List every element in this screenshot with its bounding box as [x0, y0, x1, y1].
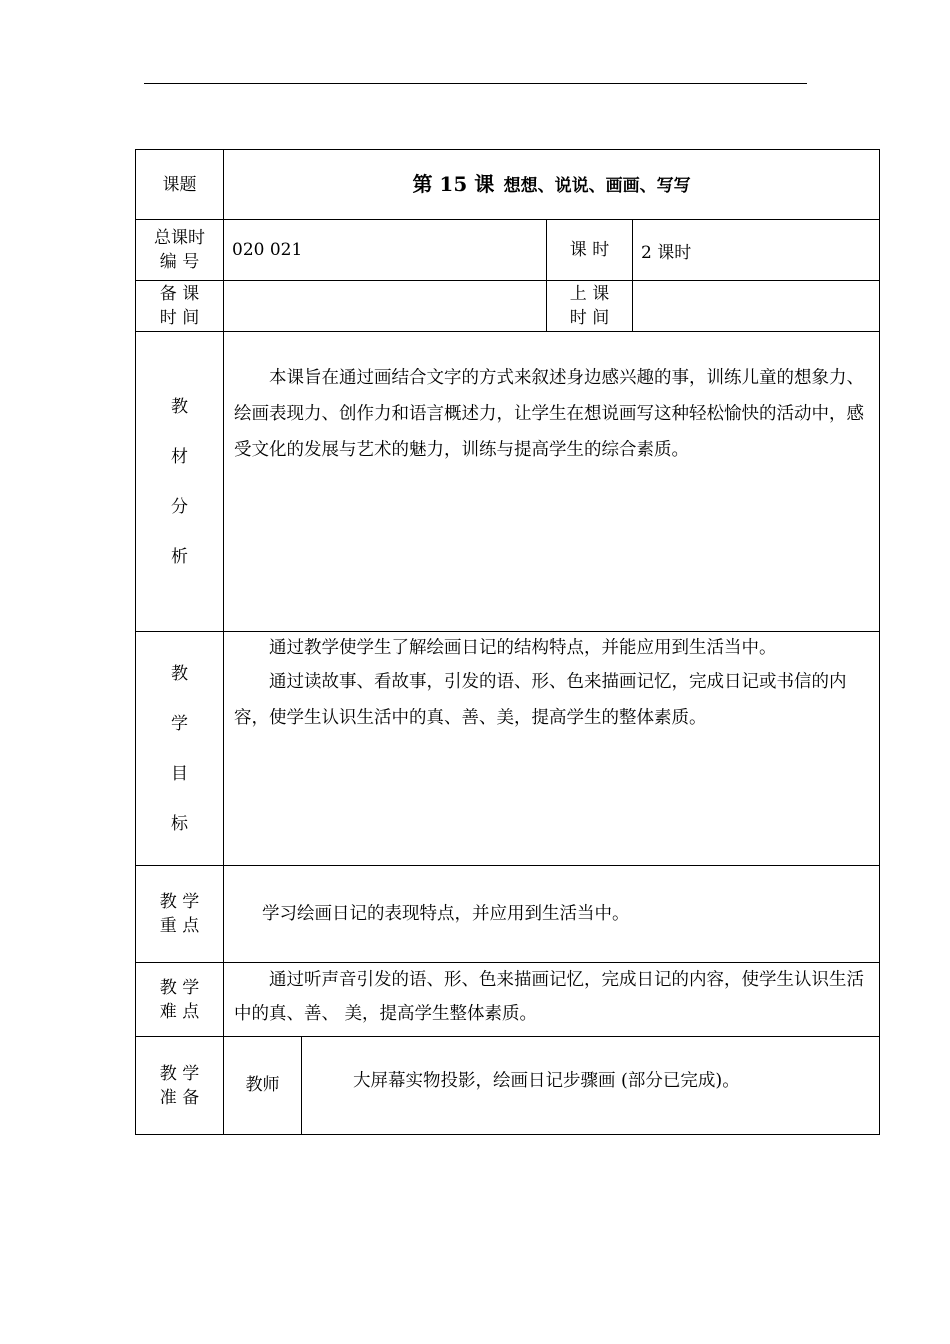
topic-label: 课题 [136, 150, 224, 220]
code-label-line2: 编 号 [159, 252, 200, 272]
objectives-label-char: 学 [171, 713, 188, 734]
difficulties-text: 通过听声音引发的语、形、色来描画记忆，完成日记的内容，使学生认识生活中的真、善、 美，提高学生整体素质。 [234, 970, 864, 1024]
analysis-label-char: 材 [171, 446, 188, 467]
row-preparation [136, 1037, 880, 1135]
class-time-value [633, 281, 880, 332]
analysis-content [224, 332, 880, 632]
analysis-label [136, 332, 224, 632]
preparation-text: 大屏幕实物投影，绘画日记步骤画 (部分已完成)。 [353, 1071, 740, 1091]
key-points-label [136, 866, 224, 963]
preparation-label-line1: 教 学 [159, 1063, 200, 1084]
hours-label: 课 时 [547, 220, 633, 281]
objective-paragraph: 通过教学使学生了解绘画日记的结构特点，并能应用到生活当中。 [269, 638, 777, 658]
difficulties-label [136, 963, 224, 1037]
analysis-label-char: 析 [171, 546, 188, 567]
analysis-text: 本课旨在通过画结合文字的方式来叙述身边感兴趣的事，训练儿童的想象力、绘画表现力、创作力和语言概述力，让学生在想说画写这种轻松愉快的活动中，感受文化的发展与艺术的魅力，训练与提高学生的综合素质。 [234, 368, 864, 460]
objective-paragraph: 通过读故事、看故事，引发的语、形、色来描画记忆，完成日记或书信的内容，使学生认识生活中的真、善、美，提高学生的整体素质。 [234, 672, 847, 728]
preparation-label-line2: 准 备 [159, 1087, 200, 1108]
prep-time-label-line1: 备 课 [159, 284, 200, 304]
objectives-content [224, 632, 880, 866]
header-rule [144, 83, 807, 84]
lesson-title-sub: 想想、说说、画画、写写 [503, 176, 691, 196]
objectives-label-char: 教 [171, 663, 188, 684]
row-analysis [136, 332, 880, 632]
analysis-label-char: 分 [171, 496, 188, 517]
row-key-points [136, 866, 880, 963]
analysis-label-char: 教 [171, 396, 188, 417]
row-topic [136, 150, 880, 220]
code-value: 020 021 [224, 220, 547, 281]
row-code [136, 220, 880, 281]
code-label-line1: 总课时 [154, 228, 205, 248]
objectives-label-char: 标 [171, 813, 188, 834]
preparation-label [136, 1037, 224, 1135]
row-difficulties [136, 963, 880, 1037]
row-objectives [136, 632, 880, 866]
prep-time-label-line2: 时 间 [159, 308, 200, 328]
row-times [136, 281, 880, 332]
difficulties-label-line1: 教 学 [159, 977, 200, 998]
key-points-label-line1: 教 学 [159, 892, 200, 912]
class-time-label-line1: 上 课 [569, 284, 610, 304]
code-label [136, 220, 224, 281]
class-time-label-line2: 时 间 [569, 308, 610, 328]
lesson-plan-table [135, 149, 880, 1135]
prep-time-label [136, 281, 224, 332]
key-points-content [224, 866, 880, 963]
key-points-label-line2: 重 点 [159, 916, 200, 936]
objectives-label-char: 目 [171, 763, 188, 784]
preparation-content [302, 1037, 880, 1135]
objectives-label [136, 632, 224, 866]
difficulties-label-line2: 难 点 [159, 1001, 200, 1022]
hours-value: 2 课时 [633, 220, 880, 281]
lesson-title [224, 150, 880, 220]
difficulties-content [224, 963, 880, 1037]
prep-time-value [224, 281, 547, 332]
key-points-text: 学习绘画日记的表现特点，并应用到生活当中。 [262, 904, 630, 924]
class-time-label [547, 281, 633, 332]
lesson-title-main: 第 15 课 [412, 172, 495, 196]
preparation-role: 教师 [224, 1037, 302, 1135]
